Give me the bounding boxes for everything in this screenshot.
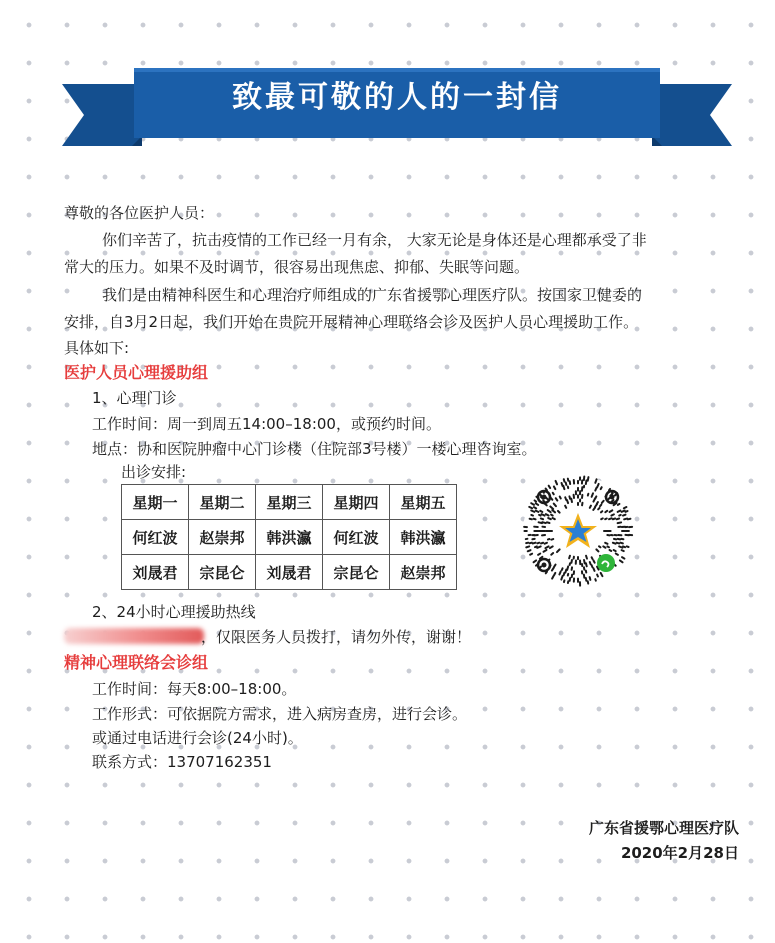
table-row bbox=[122, 520, 457, 555]
qr-code-icon bbox=[522, 475, 634, 587]
table-cell: 刘晟君 bbox=[256, 555, 323, 590]
duty-schedule-table bbox=[121, 484, 457, 590]
paragraph-1-line-2: 常大的压力。如果不及时调节，很容易出现焦虑、抑郁、失眠等问题。 bbox=[64, 258, 530, 276]
clinic-location: 地点：协和医院肿瘤中心门诊楼（住院部3号楼）一楼心理咨询室。 bbox=[92, 440, 537, 458]
table-header-cell: 星期二 bbox=[189, 485, 256, 520]
paragraph-1-line-1: 你们辛苦了，抗击疫情的工作已经一月有余， 大家无论是身体还是心理都承受了非 bbox=[102, 231, 647, 249]
table-header-cell: 星期四 bbox=[323, 485, 390, 520]
consultation-phone-note: 或通过电话进行会诊(24小时)。 bbox=[92, 729, 303, 747]
table-cell: 韩洪瀛 bbox=[256, 520, 323, 555]
table-cell: 赵崇邦 bbox=[390, 555, 457, 590]
section-heading-staff-support: 医护人员心理援助组 bbox=[64, 363, 209, 382]
signature-date: 2020年2月28日 bbox=[620, 844, 739, 862]
consultation-form: 工作形式：可依据院方需求，进入病房查房，进行会诊。 bbox=[92, 705, 468, 723]
letter-greeting: 尊敬的各位医护人员： bbox=[64, 204, 215, 222]
table-cell: 宗昆仑 bbox=[189, 555, 256, 590]
table-cell: 宗昆仑 bbox=[323, 555, 390, 590]
table-header-row bbox=[122, 485, 457, 520]
table-cell: 赵崇邦 bbox=[189, 520, 256, 555]
title-banner bbox=[62, 62, 732, 154]
table-cell: 刘晟君 bbox=[122, 555, 189, 590]
section-heading-consultation: 精神心理联络会诊组 bbox=[64, 653, 209, 672]
signature-org: 广东省援鄂心理医疗队 bbox=[588, 819, 739, 837]
schedule-label: 出诊安排: bbox=[121, 463, 187, 481]
paragraph-2-line-3: 具体如下: bbox=[64, 339, 130, 357]
clinic-hours: 工作时间：周一到周五14:00–18:00，或预约时间。 bbox=[92, 415, 441, 433]
table-header-cell: 星期三 bbox=[256, 485, 323, 520]
table-header-cell: 星期一 bbox=[122, 485, 189, 520]
item-outpatient-clinic: 1、心理门诊 bbox=[92, 389, 177, 407]
banner-title: 致最可敬的人的一封信 bbox=[232, 80, 562, 115]
mini-program-qr-code[interactable] bbox=[522, 475, 634, 587]
table-row bbox=[122, 555, 457, 590]
paragraph-2-line-1: 我们是由精神科医生和心理治疗师组成的广东省援鄂心理医疗队。按国家卫健委的 bbox=[102, 286, 643, 304]
table-cell: 何红波 bbox=[122, 520, 189, 555]
redacted-phone-number bbox=[64, 628, 204, 644]
item-hotline: 2、24小时心理援助热线 bbox=[92, 603, 256, 621]
table-header-cell: 星期五 bbox=[390, 485, 457, 520]
table-cell: 韩洪瀛 bbox=[390, 520, 457, 555]
table-cell: 何红波 bbox=[323, 520, 390, 555]
paragraph-2-line-2: 安排，自3月2日起，我们开始在贵院开展精神心理联络会诊及医护人员心理援助工作。 bbox=[64, 313, 639, 331]
contact-phone[interactable]: 联系方式：13707162351 bbox=[92, 753, 272, 771]
consultation-hours: 工作时间：每天8:00–18:00。 bbox=[92, 680, 297, 698]
hotline-note: ，仅限医务人员拨打，请勿外传，谢谢！ bbox=[201, 628, 472, 646]
